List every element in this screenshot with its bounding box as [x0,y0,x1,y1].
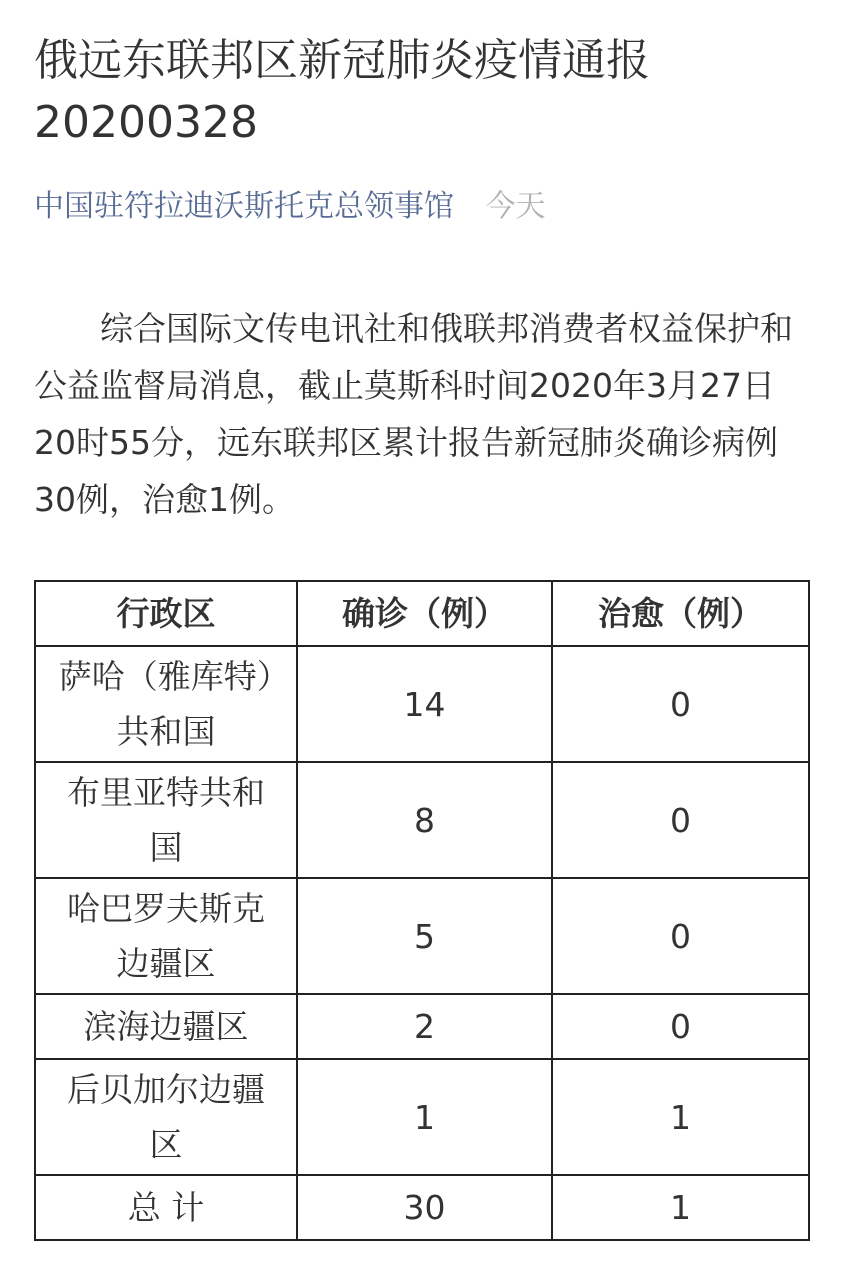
recovered-cell: 1 [552,1059,809,1175]
case-statistics-table [34,580,810,1241]
header-confirmed: 确诊（例） [297,581,552,646]
confirmed-cell: 5 [297,878,552,994]
total-label-cell: 总 计 [35,1175,297,1240]
article-title: 俄远东联邦区新冠肺炎疫情通报20200328 [34,35,650,148]
publish-date: 今天 [485,189,546,224]
table-header-row [35,581,809,646]
confirmed-cell: 8 [297,762,552,878]
total-confirmed-cell: 30 [297,1175,552,1240]
article-paragraph: 综合国际文传电讯社和俄联邦消费者权益保护和公益监督局消息，截止莫斯科时间2020年3月27日20时55分，远东联邦区累计报告新冠肺炎确诊病例30例，治愈1例。 [34,309,793,519]
recovered-cell: 0 [552,646,809,762]
article-meta [34,186,546,228]
recovered-cell: 0 [552,878,809,994]
table-row [35,646,809,762]
total-recovered-cell: 1 [552,1175,809,1240]
table-row [35,762,809,878]
table-row [35,878,809,994]
region-cell: 哈巴罗夫斯克边疆区 [35,878,297,994]
header-recovered: 治愈（例） [552,581,809,646]
confirmed-cell: 2 [297,994,552,1059]
confirmed-cell: 14 [297,646,552,762]
region-cell: 滨海边疆区 [35,994,297,1059]
account-name-link[interactable]: 中国驻符拉迪沃斯托克总领事馆 [34,189,454,224]
region-cell: 布里亚特共和国 [35,762,297,878]
region-cell: 萨哈（雅库特）共和国 [35,646,297,762]
recovered-cell: 0 [552,994,809,1059]
table-row [35,1059,809,1175]
header-region: 行政区 [35,581,297,646]
table-row [35,994,809,1059]
confirmed-cell: 1 [297,1059,552,1175]
table-total-row [35,1175,809,1240]
region-cell: 后贝加尔边疆区 [35,1059,297,1175]
recovered-cell: 0 [552,762,809,878]
